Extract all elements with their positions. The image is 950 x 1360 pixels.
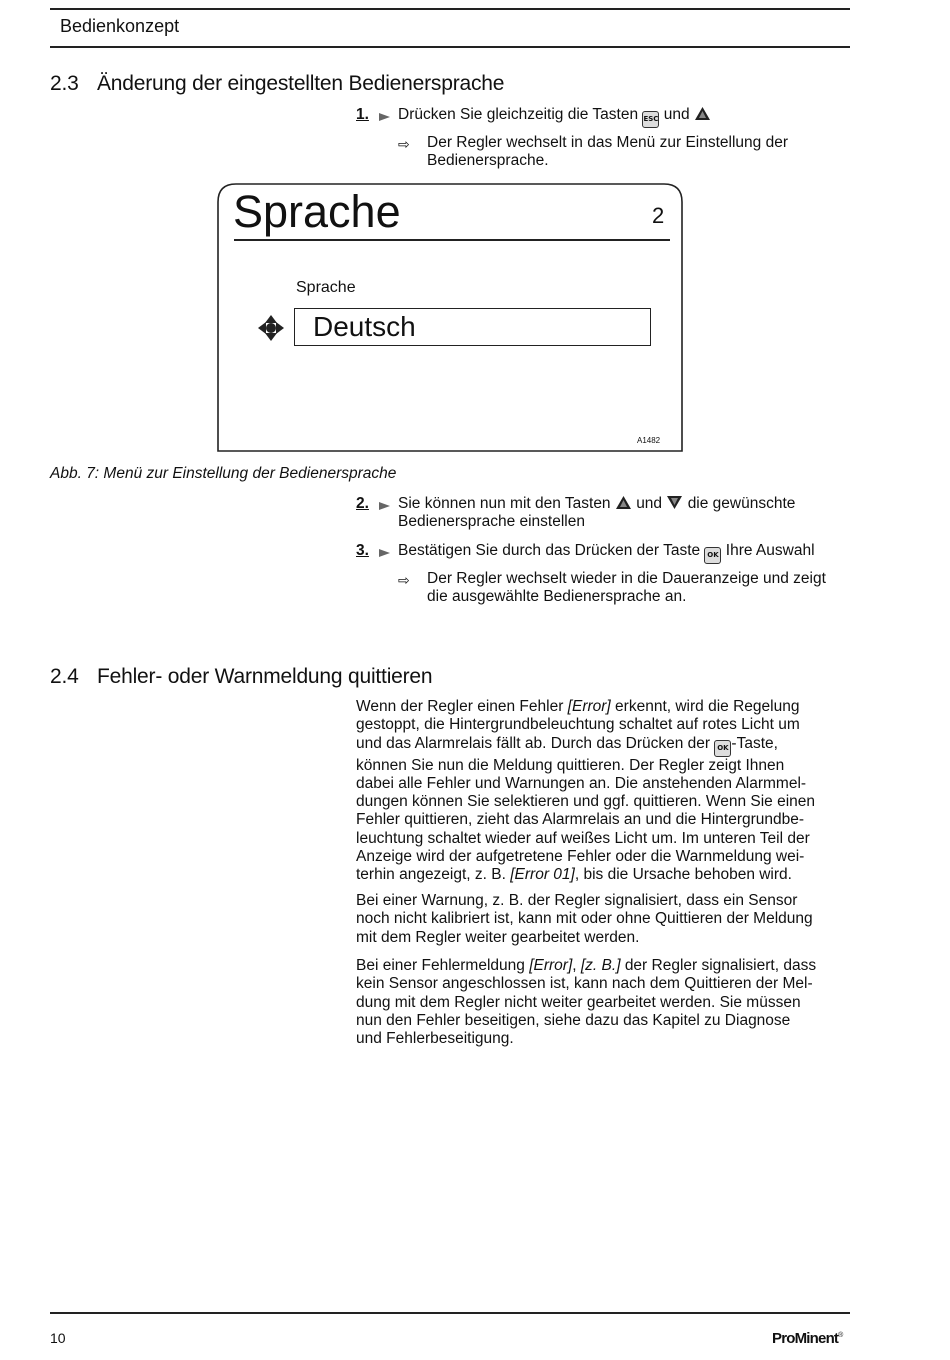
display-title: Sprache [233,186,401,237]
section-heading-2-4 [50,665,432,689]
page-number: 10 [50,1330,66,1346]
display-field-value: Deutsch [313,311,416,342]
step-arrow-icon [377,112,391,122]
header-top-rule [50,8,850,10]
section-number: 2.4 [50,665,79,688]
paragraph-warning: Bei einer Warnung, z. B. der Regler signalisiert, dass ein Sensor noch nicht kalibriert ist, kann mit oder ohne Quittieren der Meldung mit dem Regler weiter gearbeitet werden. [356,892,813,946]
paragraph-error-acknowledge: Wenn der Regler einen Fehler [Error] erkennt, wird die Regelung gestoppt, die Hintergrundbeleuchtung schaltet auf rotes Licht um und das Alarmrelais fällt ab. Durch das Drücken der OK -Taste, können Sie nun die Meldung quittieren. Der Regler zeigt Ihnen dabei alle Fehler und Warnungen an. Die anstehenden Alarmmel- dungen können Sie selektieren und ggf. quittieren. Wenn Sie einen Fehler quittieren, zieht das Alarmrelais an und die Hintergrundbe- leuchtung schaltet wieder auf weißes Licht um. Im unteren Teil der Anzeige wird der aufgetretene Fehler oder die Warnmeldung wei- terhin angezeigt, z. B. [Error 01], bis die Ursache behoben wird. [356,698,816,884]
running-header: Bedienkonzept [60,16,180,36]
step-1-result: Der Regler wechselt in das Menü zur Einstellung der Bedienersprache. [427,134,788,170]
step-arrow-icon [377,548,391,558]
step-2-text: Sie können nun mit den Tasten und die gewünschte Bedienersprache einstellen [398,495,796,531]
display-page-number: 2 [652,203,665,228]
header-bottom-rule [50,46,850,48]
step-3-label: 3. [356,542,369,559]
brand-logo: ProMinent® [772,1330,843,1347]
down-key-icon [666,495,683,510]
section-title: Änderung der eingestellten Bedienersprache [97,72,505,95]
section-heading-2-3 [50,72,504,96]
section-number: 2.3 [50,72,79,95]
display-field-label: Sprache [296,279,356,296]
ok-key-icon: OK [714,740,731,757]
navigation-keys-icon [256,313,286,343]
display-field-box [294,308,651,346]
result-arrow-icon: ⇨ [398,136,410,152]
footer-rule [50,1312,850,1314]
up-key-icon [615,495,632,510]
up-key-icon [694,106,711,121]
result-arrow-icon: ⇨ [398,572,410,588]
ok-key-icon: OK [704,547,721,564]
display-figure [216,183,684,453]
step-1-text: Drücken Sie gleichzeitig die Tasten ESC und [398,106,850,128]
section-title: Fehler- oder Warnmeldung quittieren [97,665,433,688]
step-3-text: Bestätigen Sie durch das Drücken der Taste OK Ihre Auswahl [398,542,850,564]
paragraph-error-message: Bei einer Fehlermeldung [Error], [z. B.] der Regler signalisiert, dass kein Sensor angeschlossen ist, kann nach dem Quittieren der Mel- dung mit dem Regler nicht weiter gearbeitet werden. Sie müssen nun den Fehler beseitigen, siehe dazu das Kapitel zu Diagnose und Fehlerbeseitigung. [356,957,817,1048]
figure-caption: Abb. 7: Menü zur Einstellung der Bedienersprache [50,465,397,482]
step-2-label: 2. [356,495,369,512]
step-arrow-icon [377,501,391,511]
esc-key-icon: ESC [642,111,659,128]
step-1-label: 1. [356,106,369,123]
figure-id: A1482 [637,436,661,445]
display-title-rule [234,239,670,241]
step-3-result: Der Regler wechselt wieder in die Daueranzeige und zeigt die ausgewählte Bedienersprache an. [427,570,826,606]
